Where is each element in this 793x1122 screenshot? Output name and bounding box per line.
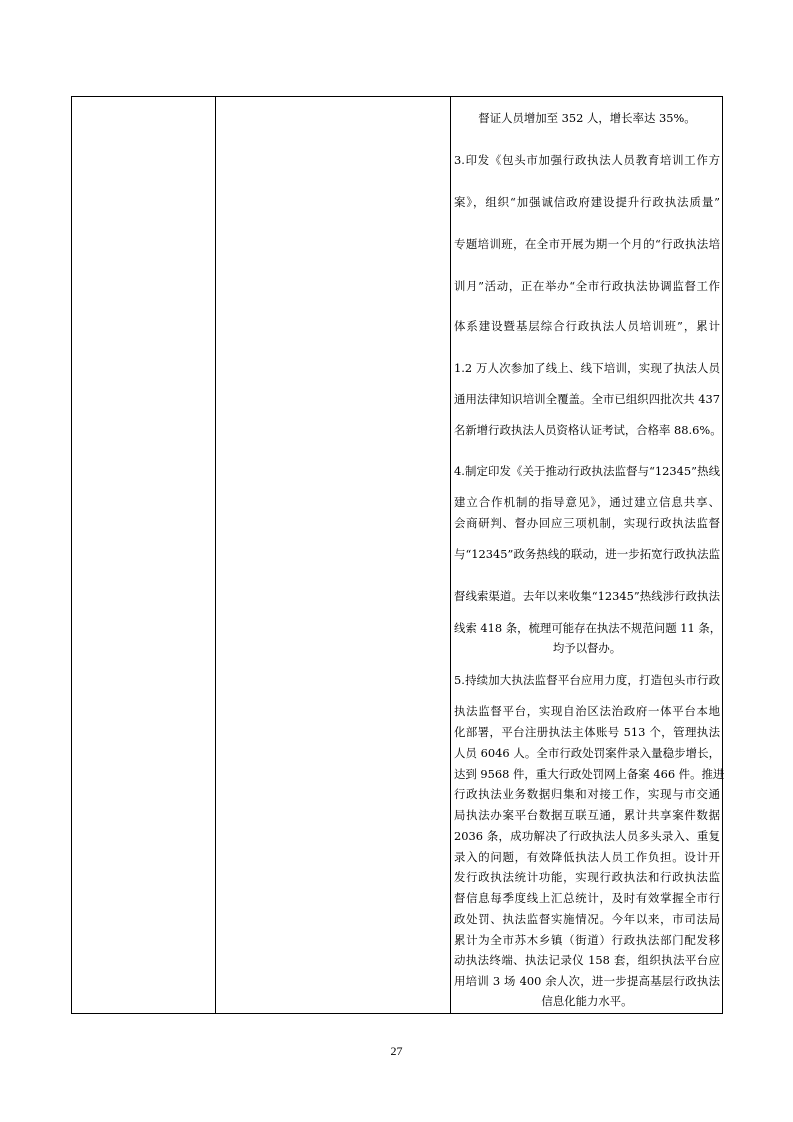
text-line: 执法监督平台，实现自治区法治政府一体平台本地	[454, 704, 720, 718]
text-line: 动执法终端、执法记录仪 158 套，组织执法平台应	[454, 953, 720, 967]
page-number: 27	[390, 1044, 403, 1058]
text-line: 与“12345”政务热线的联动，进一步拓宽行政执法监	[454, 547, 720, 561]
text-line: 信息化能力水平。	[541, 994, 633, 1008]
content-table	[71, 96, 723, 1014]
text-line: 通用法律知识培训全覆盖。全市已组织四批次共 437	[454, 392, 720, 406]
content-cell	[451, 97, 723, 1013]
text-line: 3.印发《包头市加强行政执法人员教育培训工作方	[454, 153, 720, 167]
text-line: 建立合作机制的指导意见》，通过建立信息共享、	[454, 495, 720, 509]
text-line: 5.持续加大执法监督平台应用力度，打造包头市行政	[454, 673, 720, 687]
text-line: 行政执法业务数据归集和对接工作，实现与市交通	[454, 787, 720, 801]
text-line: 1.2 万人次参加了线上、线下培训，实现了执法人员	[454, 361, 720, 375]
text-line: 会商研判、督办回应三项机制，实现行政执法监督	[454, 516, 720, 530]
text-line: 均予以督办。	[552, 641, 622, 655]
text-line: 达到 9568 件，重大行政处罚网上备案 466 件。推进	[454, 767, 725, 781]
text-line: 2036 条，成功解决了行政执法人员多头录入、重复	[454, 829, 720, 843]
text-line: 化部署，平台注册执法主体账号 513 个，管理执法	[454, 725, 720, 739]
text-line: 案》，组织“加强诚信政府建设提升行政执法质量”	[454, 195, 720, 209]
text-line: 督信息每季度线上汇总统计，及时有效掌握全市行	[454, 891, 720, 905]
text-line: 用培训 3 场 400 余人次，进一步提高基层行政执法	[454, 974, 720, 988]
text-line: 线索 418 条，梳理可能存在执法不规范问题 11 条，	[454, 621, 722, 635]
text-line: 专题培训班，在全市开展为期一个月的“行政执法培	[454, 237, 720, 251]
text-line: 人员 6046 人。全市行政处罚案件录入量稳步增长，	[454, 746, 720, 760]
text-line: 名新增行政执法人员资格认证考试，合格率 88.6%。	[454, 423, 722, 437]
column-divider-1	[215, 97, 216, 1013]
text-line: 发行政执法统计功能，实现行政执法和行政执法监	[454, 870, 720, 884]
text-line: 录入的问题，有效降低执法人员工作负担。设计开	[454, 850, 720, 864]
text-line: 督证人员增加至 352 人，增长率达 35%。	[478, 111, 696, 125]
text-line: 训月”活动，正在举办“全市行政执法协调监督工作	[454, 279, 720, 293]
text-line: 4.制定印发《关于推动行政执法监督与“12345”热线	[454, 464, 720, 478]
text-line: 局执法办案平台数据互联互通，累计共享案件数据	[454, 808, 720, 822]
text-line: 督线索渠道。去年以来收集“12345”热线涉行政执法	[454, 589, 720, 603]
text-line: 政处罚、执法监督实施情况。今年以来，市司法局	[454, 912, 720, 926]
text-line: 累计为全市苏木乡镇（街道）行政执法部门配发移	[454, 933, 720, 947]
text-line: 体系建设暨基层综合行政执法人员培训班”，累计	[454, 319, 720, 333]
